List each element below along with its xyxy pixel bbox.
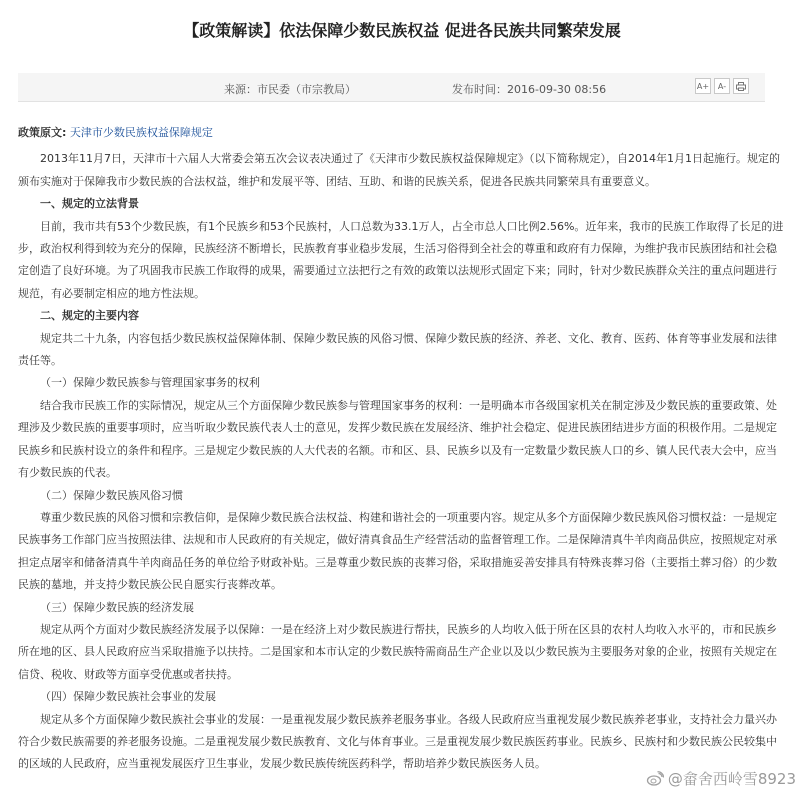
- font-decrease-button[interactable]: A-: [714, 78, 730, 94]
- background-paragraph: 目前，我市共有53个少数民族，有1个民族乡和53个民族村，人口总数为33.1万人，占全市总人口比例2.56%。近年来，我市的民族工作取得了长足的进步，政治权利得到较为充分的保障，民族经济不断增长，民族教育事业稳步发展，生活习俗得到全社会的尊重和政府有力保障，为维护我市民族团结和社会稳定创造了良好环境。为了巩固我市民族工作取得的成果，需要通过立法把行之有效的政策以法规形式固定下来；同时，针对少数民族群众关注的重点问题进行规范，有必要制定相应的地方性法规。: [18, 219, 784, 300]
- subheading-social: （四）保障少数民族社会事业的发展: [40, 690, 216, 704]
- customs-paragraph: 尊重少数民族的风俗习惯和宗教信仰，是保障少数民族合法权益、构建和谐社会的一项重要内容。规定从多个方面保障少数民族风俗习惯权益：一是规定民族事务工作部门应当按照法律、法规和市人民政府的有关规定，做好清真食品生产经营活动的监督管理工作。二是保障清真牛羊肉商品供应，按照规定对承担定点屠宰和储备清真牛羊肉商品任务的单位给予财政补贴。三是尊重少数民族的丧葬习俗，采取措施妥善安排具有特殊丧葬习俗（主要指土葬习俗）的少数民族的墓地，并支持少数民族公民自愿实行丧葬改革。: [18, 510, 777, 592]
- subheading-political-rights: （一）保障少数民族参与管理国家事务的权利: [40, 376, 260, 390]
- font-increase-button[interactable]: A+: [695, 78, 711, 94]
- print-icon: [736, 82, 746, 91]
- weibo-watermark: [646, 768, 796, 789]
- policy-origin-link[interactable]: 天津市少数民族权益保障规定: [69, 126, 213, 139]
- publish-time: 发布时间：2016-09-30 08:56: [452, 83, 607, 96]
- economy-paragraph: 规定从两个方面对少数民族经济发展予以保障：一是在经济上对少数民族进行帮扶，民族乡的人均收入低于所在区县的农村人均收入水平的，市和民族乡所在地的区、县人民政府应当采取措施予以扶持。二是国家和本市认定的少数民族特需商品生产企业以及以少数民族为主要服务对象的企业，按照有关规定在信贷、税收、财政等方面享受优惠或者扶持。: [18, 622, 777, 681]
- intro-paragraph: 2013年11月7日，天津市十六届人大常委会第五次会议表决通过了《天津市少数民族权益保障规定》（以下简称规定），自2014年1月1日起施行。规定的颁布实施对于保障我市少数民族的合法权益，维护和发展平等、团结、互助、和谐的民族关系，促进各民族共同繁荣具有重要意义。: [18, 152, 780, 188]
- social-paragraph: 规定从多个方面保障少数民族社会事业的发展：一是重视发展少数民族养老服务事业。各级人民政府应当重视发展少数民族养老事业，支持社会力量兴办符合少数民族需要的养老服务设施。二是重视发展少数民族教育、文化与体育事业。三是重视发展少数民族医药事业。民族乡、民族村和少数民族公民较集中的区域的人民政府，应当重视发展医疗卫生事业，发展少数民族传统医药科学，帮助培养少数民族医务人员。: [18, 712, 777, 771]
- policy-origin: [18, 122, 786, 144]
- article-meta-bar: [18, 73, 765, 102]
- subheading-customs: （二）保障少数民族风俗习惯: [40, 488, 183, 502]
- weibo-logo-icon: [646, 771, 664, 786]
- print-button[interactable]: [733, 78, 749, 94]
- content-overview-paragraph: 规定共二十九条，内容包括少数民族权益保障体制、保障少数民族的风俗习惯、保障少数民族的经济、养老、文化、教育、医药、体育等事业发展和法律责任等。: [18, 331, 777, 368]
- article-source: 来源：市民委（市宗教局）: [224, 83, 356, 96]
- policy-origin-label: 政策原文:: [18, 126, 67, 139]
- section-heading-content: 二、规定的主要内容: [40, 309, 139, 323]
- article-tools: [695, 78, 749, 94]
- watermark-text: @畲舍西岭雪8923: [667, 770, 796, 788]
- political-rights-paragraph: 结合我市民族工作的实际情况，规定从三个方面保障少数民族参与管理国家事务的权利：一是明确本市各级国家机关在制定涉及少数民族的重要政策、处理涉及少数民族的重要事项时，应当听取少数民族代表人士的意见，发挥少数民族在发展经济、维护社会稳定、促进民族团结进步方面的积极作用。二是规定民族乡和民族村设立的条件和程序。三是规定少数民族的人大代表的名额。市和区、县、民族乡以及有一定数量少数民族人口的乡、镇人民代表大会中，应当有少数民族的代表。: [18, 398, 777, 480]
- page-title: 【政策解读】依法保障少数民族权益 促进各民族共同繁荣发展: [183, 21, 621, 40]
- subheading-economy: （三）保障少数民族的经济发展: [40, 600, 194, 614]
- article-body: [18, 122, 786, 776]
- section-heading-background: 一、规定的立法背景: [40, 197, 139, 211]
